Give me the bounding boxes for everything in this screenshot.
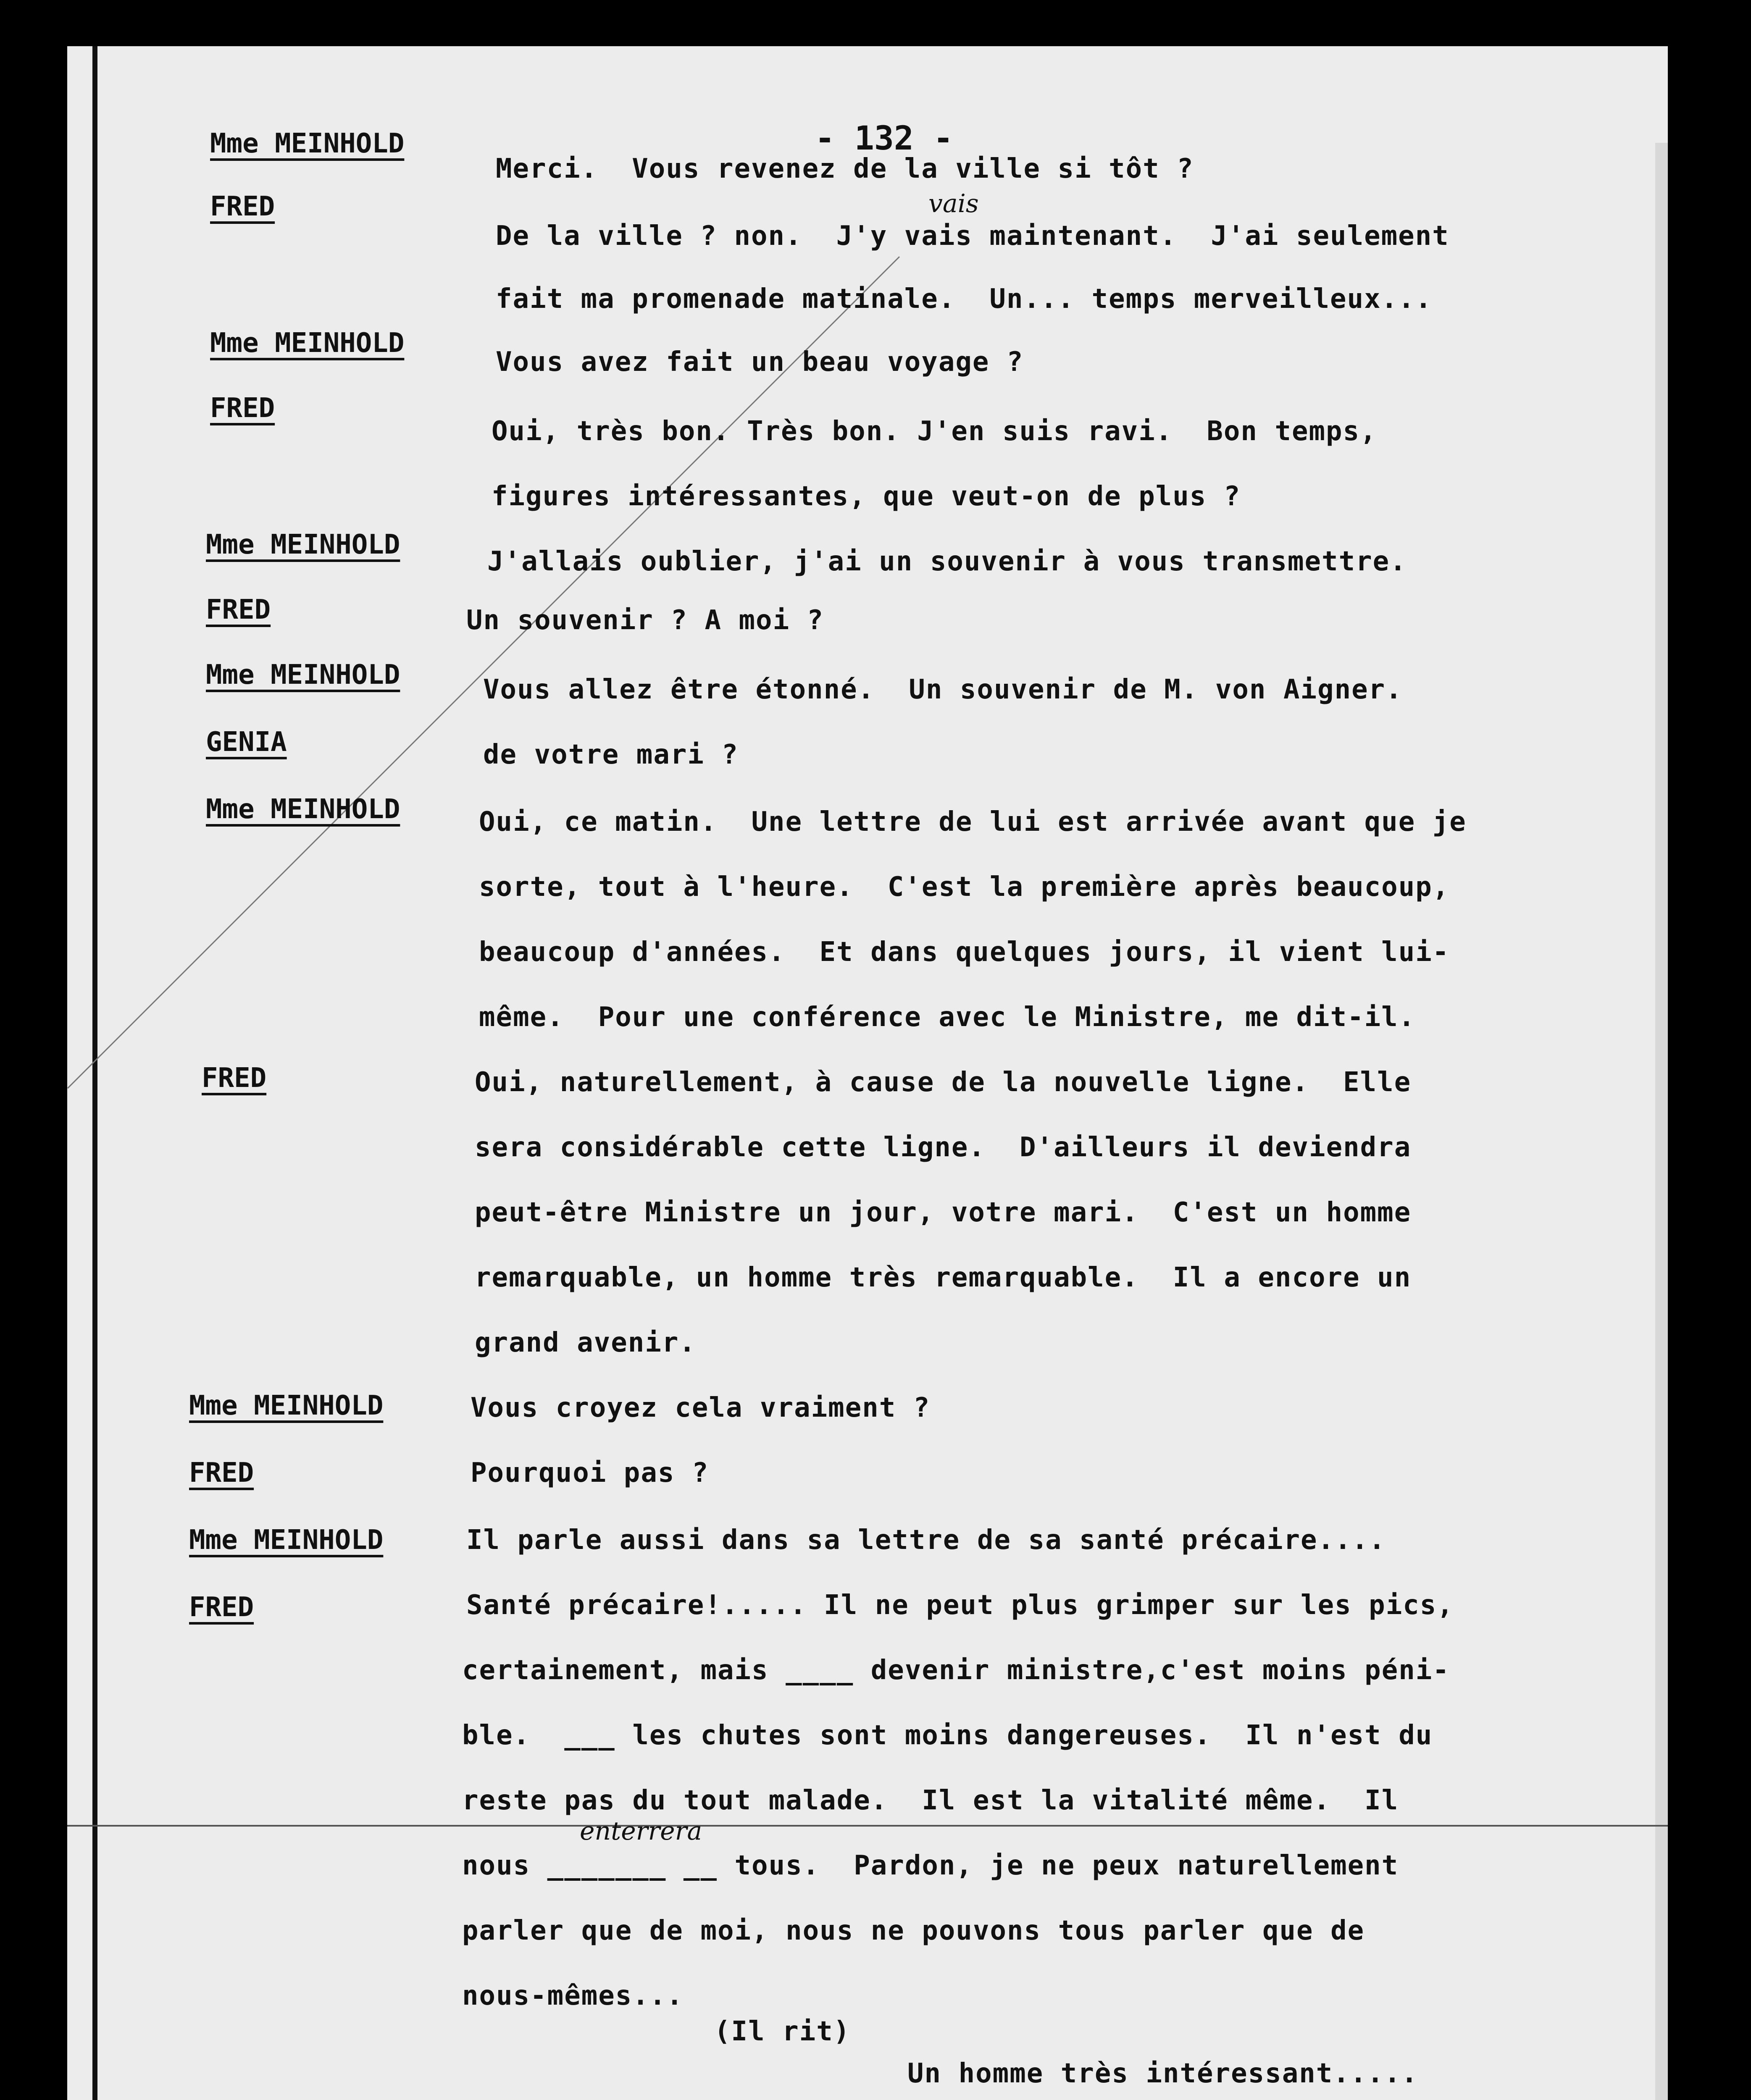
dialogue-line: J'allais oublier, j'ai un souvenir à vous transmettre. [487, 546, 1407, 577]
dialogue-line: nous _______ __ tous. Pardon, je ne peux naturellement [462, 1850, 1399, 1881]
dialogue-line: Oui, ce matin. Une lettre de lui est arrivée avant que je [479, 806, 1467, 837]
speaker-name: Mme MEINHOLD [210, 128, 405, 159]
dialogue-line: peut-être Ministre un jour, votre mari. C'est un homme [475, 1197, 1412, 1228]
speaker-name: FRED [189, 1592, 254, 1623]
speaker-name: FRED [210, 393, 275, 424]
dialogue-line: Pourquoi pas ? [471, 1457, 709, 1488]
dialogue-line: reste pas du tout malade. Il est la vitalité même. Il [462, 1785, 1399, 1816]
speaker-name: Mme MEINHOLD [206, 794, 400, 825]
dialogue-line: fait ma promenade matinale. Un... temps merveilleux... [496, 284, 1433, 315]
dialogue-line: certainement, mais ____ devenir ministre,c'est moins péni- [462, 1655, 1450, 1686]
dialogue-line: Merci. Vous revenez de la ville si tôt ? [496, 153, 1194, 184]
speaker-name: Mme MEINHOLD [189, 1525, 384, 1556]
dialogue-line: Oui, très bon. Très bon. J'en suis ravi. Bon temps, [492, 416, 1377, 447]
handwritten-correction: vais [928, 189, 979, 218]
speaker-name: Mme MEINHOLD [210, 328, 405, 359]
dialogue-line: figures intéressantes, que veut-on de plus ? [492, 481, 1241, 512]
speaker-name: Mme MEINHOLD [189, 1390, 384, 1421]
speaker-name: FRED [189, 1457, 254, 1488]
speaker-name: Mme MEINHOLD [206, 529, 400, 560]
binding-edge [92, 46, 97, 2100]
dialogue-line: parler que de moi, nous ne pouvons tous parler que de [462, 1915, 1365, 1946]
dialogue-line: Santé précaire!..... Il ne peut plus grimper sur les pics, [466, 1590, 1454, 1621]
speaker-name: FRED [206, 594, 271, 625]
dialogue-line: Oui, naturellement, à cause de la nouvelle ligne. Elle [475, 1067, 1412, 1098]
dialogue-line: sorte, tout à l'heure. C'est la première après beaucoup, [479, 872, 1450, 903]
stage-direction: (Il rit) [714, 2016, 851, 2047]
dialogue-line: Vous allez être étonné. Un souvenir de M. von Aigner. [483, 674, 1403, 705]
dialogue-line: nous-mêmes... [462, 1980, 684, 2011]
dialogue-line: Vous avez fait un beau voyage ? [496, 346, 1024, 378]
dialogue-line: grand avenir. [475, 1327, 696, 1358]
handwritten-correction: enterrera [580, 1816, 702, 1846]
dialogue-line: Un homme très intéressant..... [907, 2058, 1418, 2089]
dialogue-line: Vous croyez cela vraiment ? [471, 1392, 931, 1423]
speaker-name: FRED [202, 1063, 267, 1094]
typescript-page [67, 46, 1668, 2100]
dialogue-line: de votre mari ? [483, 739, 739, 770]
dialogue-line: sera considérable cette ligne. D'ailleurs il deviendra [475, 1132, 1412, 1163]
dialogue-line: ble. ___ les chutes sont moins dangereuses. Il n'est du [462, 1720, 1433, 1751]
speaker-name: FRED [210, 191, 275, 222]
dialogue-line: Il parle aussi dans sa lettre de sa santé précaire.... [466, 1525, 1386, 1556]
fold-crease [67, 1825, 1668, 1827]
dialogue-line: Un souvenir ? A moi ? [466, 605, 824, 636]
page-number: - 132 - [815, 120, 953, 158]
dialogue-line: remarquable, un homme très remarquable. Il a encore un [475, 1262, 1412, 1293]
speaker-name: Mme MEINHOLD [206, 659, 400, 690]
dialogue-line: beaucoup d'années. Et dans quelques jours, il vient lui- [479, 937, 1450, 968]
speaker-name: GENIA [206, 727, 287, 758]
underlying-page-edge [1655, 143, 1668, 2100]
dialogue-line: même. Pour une conférence avec le Ministre, me dit-il. [479, 1002, 1416, 1033]
dialogue-line: De la ville ? non. J'y vais maintenant. J'ai seulement [496, 220, 1449, 252]
